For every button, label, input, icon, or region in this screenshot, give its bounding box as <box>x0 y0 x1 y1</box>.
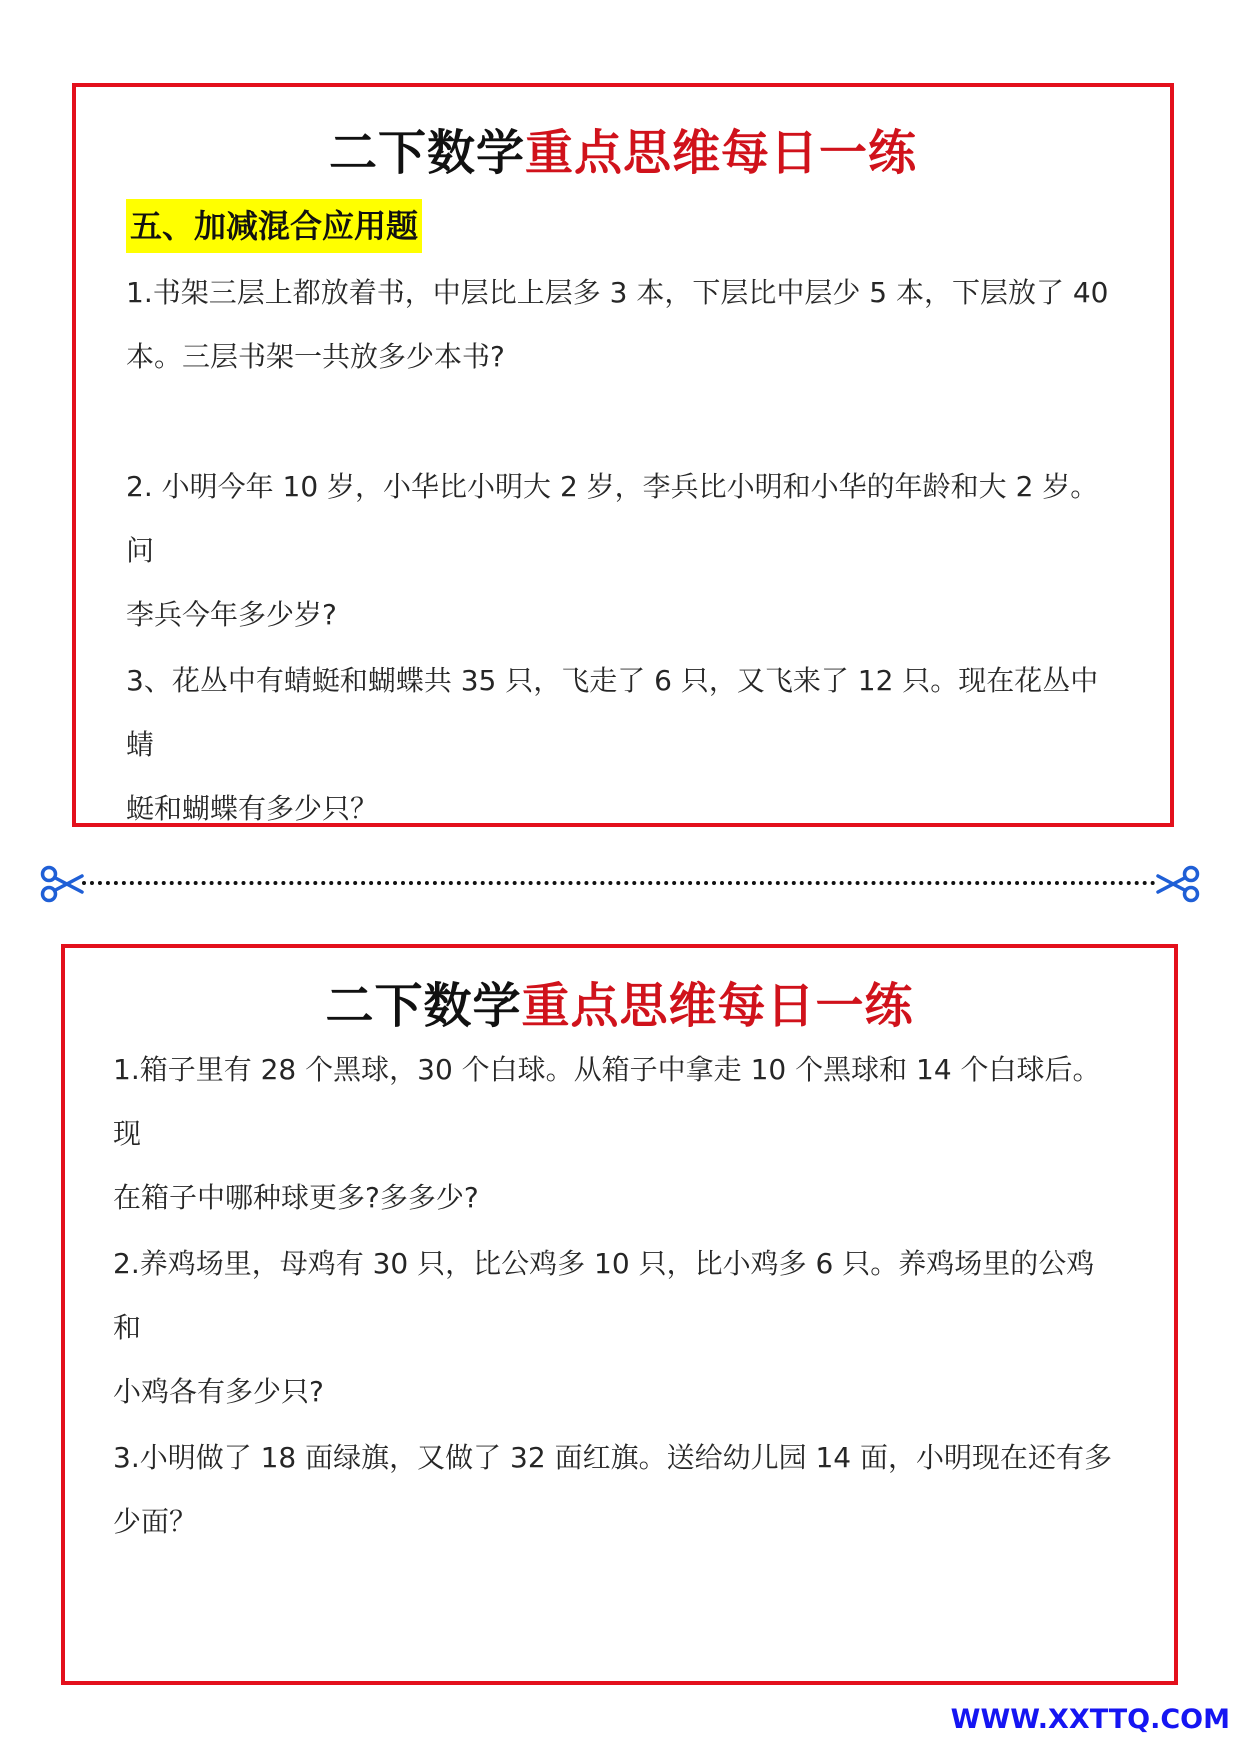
question-line: 2.养鸡场里，母鸡有 30 只，比公鸡多 10 只，比小鸡多 6 只。养鸡场里的公鸡和 <box>113 1247 1095 1344</box>
question-line: 3.小明做了 18 面绿旗，又做了 32 面红旗。送给幼儿园 14 面，小明现在还有多 <box>113 1441 1113 1474</box>
question-line: 2. 小明今年 10 岁，小华比小明大 2 岁，李兵比小明和小华的年龄和大 2 岁。问 <box>126 470 1099 567</box>
practice-card-2 <box>61 944 1178 1685</box>
question-1 <box>113 1038 1113 1230</box>
card-title-red: 重点思维每日一练 <box>525 125 918 181</box>
card-title <box>65 976 1174 1036</box>
question-line: 1.书架三层上都放着书，中层比上层多 3 本，下层比中层少 5 本，下层放了 40 <box>126 276 1109 309</box>
scissors-icon <box>38 862 86 906</box>
question-3 <box>126 649 1116 841</box>
question-line: 1.箱子里有 28 个黑球，30 个白球。从箱子中拿走 10 个黑球和 14 个白球后。现 <box>113 1053 1101 1150</box>
question-1 <box>126 261 1116 389</box>
cut-line <box>38 862 1202 906</box>
card-title-black: 二下数学 <box>325 978 522 1034</box>
question-line: 本。三层书架一共放多少本书? <box>126 340 505 373</box>
question-line: 李兵今年多少岁? <box>126 598 337 631</box>
question-line: 在箱子中哪种球更多?多多少? <box>113 1181 479 1214</box>
question-line: 少面？ <box>113 1505 198 1538</box>
dotted-separator <box>82 881 1156 885</box>
question-line: 蜓和蝴蝶有多少只？ <box>126 792 379 825</box>
practice-card-1 <box>72 83 1174 827</box>
scissors-icon <box>1154 862 1202 906</box>
card-title-black: 二下数学 <box>328 125 525 181</box>
question-2 <box>126 455 1116 647</box>
site-url: WWW.XXTTQ.COM <box>950 1704 1230 1735</box>
question-2 <box>113 1232 1113 1424</box>
card-title-red: 重点思维每日一练 <box>521 978 914 1034</box>
question-line: 3、花丛中有蜻蜓和蝴蝶共 35 只，飞走了 6 只，又飞来了 12 只。现在花丛中蜻 <box>126 664 1099 761</box>
question-3 <box>113 1426 1113 1554</box>
section-heading: 五、加减混合应用题 <box>126 199 422 253</box>
question-line: 小鸡各有多少只? <box>113 1375 324 1408</box>
card-title <box>76 123 1170 183</box>
